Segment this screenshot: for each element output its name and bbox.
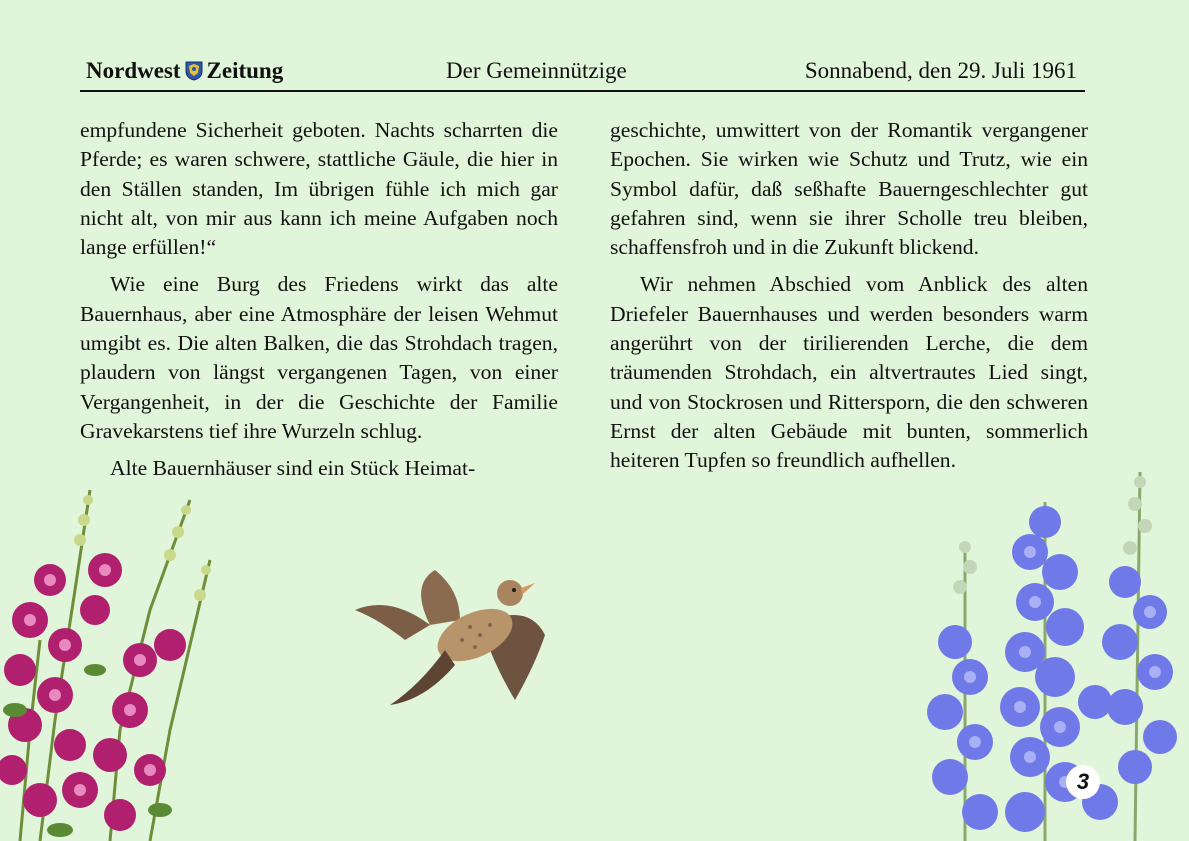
text-column-right: [610, 116, 1088, 484]
brand-name-right: Zeitung: [206, 58, 284, 83]
paragraph: Alte Bauernhäuser sind ein Stück Heimat-: [110, 456, 476, 481]
coat-of-arms-icon: [185, 61, 203, 81]
page-number: 3: [1066, 765, 1100, 799]
hollyhock-illustration: [0, 470, 230, 841]
paragraph: Wir nehmen Abschied vom Anblick des alten Driefeler Bauernhauses und werden besonders warm angerührt von der tirilierenden Lerche, die dem träumenden Strohdach, ein altvertrautes Lied singt, und von Stockrosen und Rittersporn, die den schweren Ernst der alten Gebäude mit bunten, sommerlich heiteren Tupfen so freundlich aufhellen.: [610, 272, 1088, 473]
newspaper-brand: [86, 58, 283, 84]
paragraph: geschichte, umwittert von der Romantik vergangener Epochen. Sie wirken wie Schutz und Trutz, wie ein Symbol dafür, daß seßhafte Bauerngeschlechter gut gefahren sind, wenn sie ihrer Scholle treu bleiben, schaffensfroh und in die Zukunft blickend.: [610, 118, 1088, 260]
publication-name: Der Gemeinnützige: [446, 58, 627, 83]
text-column-left: [80, 116, 558, 492]
page-header: [80, 58, 1085, 92]
issue-date: Sonnabend, den 29. Juli 1961: [804, 58, 1077, 83]
paragraph: Wie eine Burg des Friedens wirkt das alte Bauernhaus, aber eine Atmosphäre der leisen Wehmut umgibt es. Die alten Balken, die das Strohdach tragen, plaudern von längst vergangenen Tagen, von einer Vergangenheit, in der die Geschichte der Familie Gravekarstens tief ihre Wurzeln schlug.: [80, 272, 558, 443]
delphinium-illustration: [925, 462, 1189, 841]
paragraph: empfundene Sicherheit geboten. Nachts scharrten die Pferde; es waren schwere, stattliche Gäule, die hier in den Ställen standen, Im übrigen fühle ich mich gar nicht alt, von mir aus kann ich meine Aufgaben noch lange erfüllen!“: [80, 118, 558, 260]
brand-name-left: Nordwest: [86, 58, 181, 83]
lark-illustration: [350, 565, 550, 715]
